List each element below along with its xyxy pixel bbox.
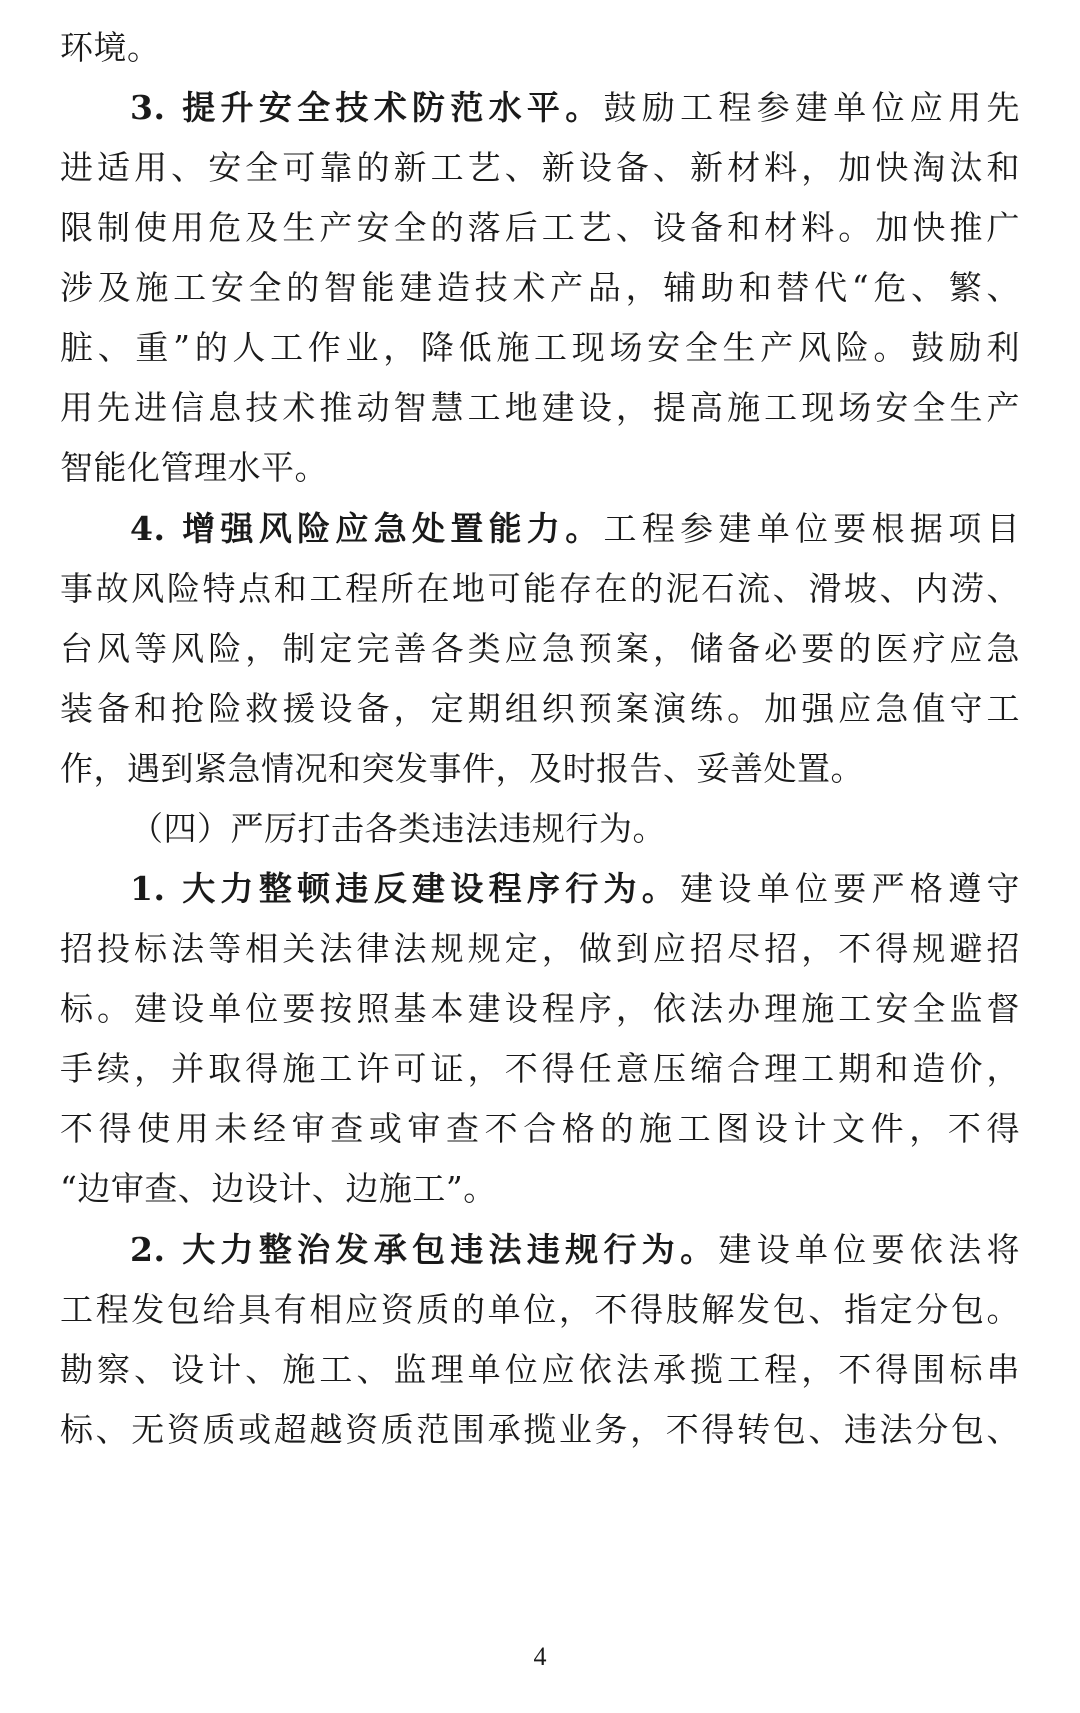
line-text: 限制使用危及生产安全的落后工艺、设备和材料。加快推广 (60, 208, 1020, 247)
line-text: 装备和抢险救援设备，定期组织预案演练。加强应急值守工 (60, 689, 1020, 728)
body-line (60, 1167, 1020, 1211)
line-text: 工程发包给具有相应资质的单位，不得肢解发包、指定分包。 (60, 1290, 1020, 1329)
line-text: “边审查、边设计、边施工”。 (60, 1169, 497, 1208)
line-text: 工程参建单位要根据项目 (603, 509, 1020, 548)
paragraph-heading: 3. 提升安全技术防范水平。 (130, 88, 604, 127)
body-line (60, 687, 1020, 731)
body-line (60, 1047, 1020, 1091)
line-text: 建设单位要依法将 (718, 1230, 1020, 1269)
line-text: 进适用、安全可靠的新工艺、新设备、新材料，加快淘汰和 (60, 148, 1020, 187)
body-line (60, 987, 1020, 1031)
line-text: 勘察、设计、施工、监理单位应依法承揽工程，不得围标串 (60, 1350, 1020, 1389)
line-text: 建设单位要严格遵守 (680, 869, 1020, 908)
body-line (60, 747, 1020, 791)
line-text: 鼓励工程参建单位应用先 (603, 88, 1020, 127)
body-line (60, 326, 1020, 370)
body-line (60, 927, 1020, 971)
paragraph-heading: 4. 增强风险应急处置能力。 (130, 509, 604, 548)
numbered-paragraph-line (130, 507, 1020, 551)
line-text: 涉及施工安全的智能建造技术产品，辅助和替代“危、繁、 (60, 268, 1020, 307)
line-text: 招投标法等相关法律法规规定，做到应招尽招，不得规避招 (60, 929, 1020, 968)
body-line (60, 1288, 1020, 1332)
body-line (60, 627, 1020, 671)
body-line (60, 26, 1020, 70)
body-line (60, 1348, 1020, 1392)
line-text: 标、无资质或超越资质范围承揽业务，不得转包、违法分包、 (60, 1410, 1020, 1449)
numbered-paragraph-line (130, 86, 1020, 130)
paragraph-heading: 2. 大力整治发承包违法违规行为。 (130, 1230, 719, 1269)
body-line (60, 206, 1020, 250)
line-text: 用先进信息技术推动智慧工地建设，提高施工现场安全生产 (60, 388, 1020, 427)
line-text: 作，遇到紧急情况和突发事件，及时报告、妥善处置。 (60, 749, 864, 788)
body-line (60, 446, 1020, 490)
line-text: 智能化管理水平。 (60, 448, 328, 487)
body-line (60, 1107, 1020, 1151)
line-text: 环境。 (60, 28, 161, 67)
numbered-paragraph-line (130, 867, 1020, 911)
line-text: 脏、重”的人工作业，降低施工现场安全生产风险。鼓励利 (60, 328, 1020, 367)
body-line (60, 567, 1020, 611)
numbered-paragraph-line (130, 1228, 1020, 1272)
line-text: 不得使用未经审查或审查不合格的施工图设计文件，不得 (60, 1109, 1020, 1148)
line-text: 台风等风险，制定完善各类应急预案，储备必要的医疗应急 (60, 629, 1020, 668)
body-line (60, 386, 1020, 430)
body-line (60, 266, 1020, 310)
line-text: 标。建设单位要按照基本建设程序，依法办理施工安全监督 (60, 989, 1020, 1028)
line-text: 手续，并取得施工许可证，不得任意压缩合理工期和造价， (60, 1049, 1020, 1088)
body-line (60, 146, 1020, 190)
body-line (60, 1408, 1020, 1452)
paragraph-heading: 1. 大力整顿违反建设程序行为。 (130, 869, 681, 908)
line-text: 事故风险特点和工程所在地可能存在的泥石流、滑坡、内涝、 (60, 569, 1020, 608)
page-number: 4 (533, 1642, 547, 1671)
section-heading-text: （四）严厉打击各类违法违规行为。 (130, 809, 666, 848)
section-heading (130, 807, 1020, 851)
